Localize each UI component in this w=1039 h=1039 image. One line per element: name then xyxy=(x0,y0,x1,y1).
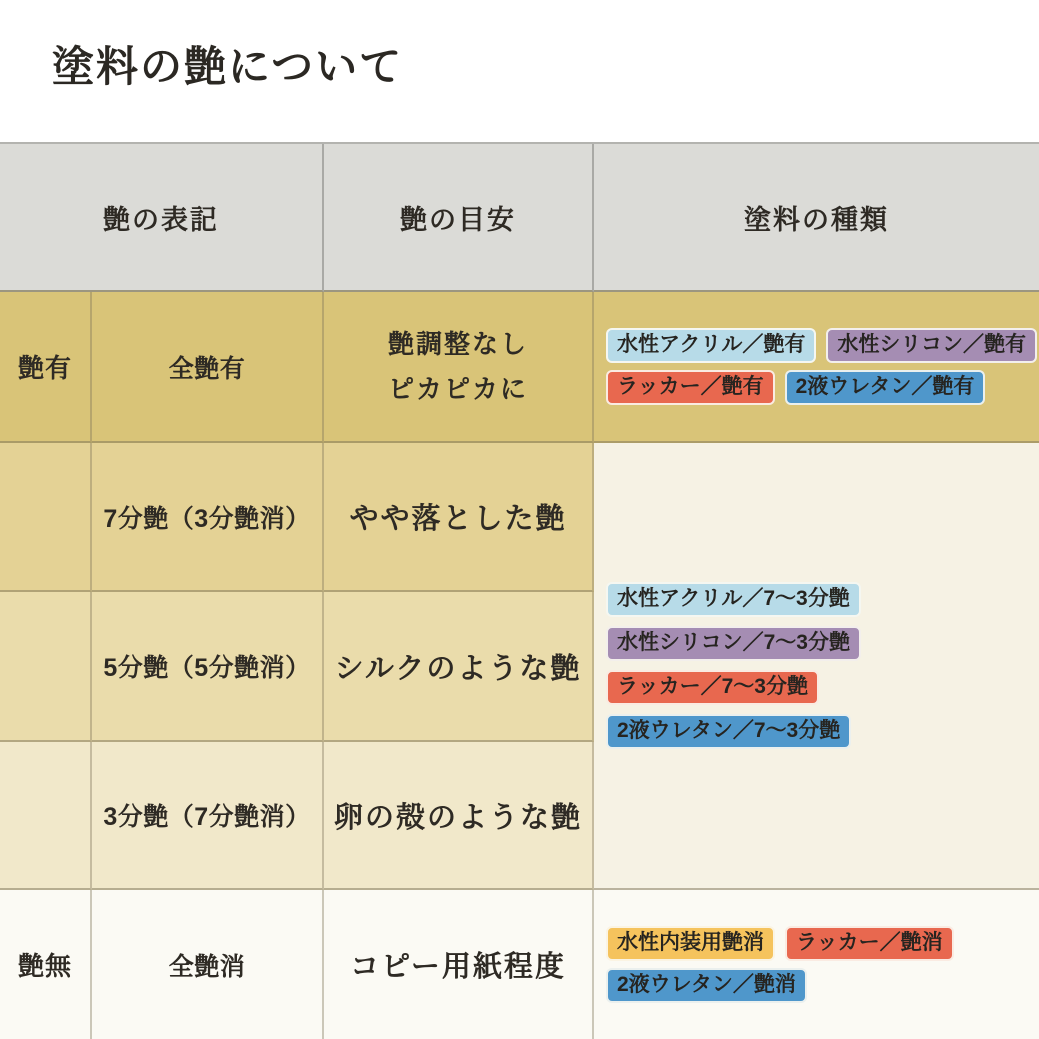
paint-chip-red: ラッカー／7〜3分艶 xyxy=(606,670,819,705)
chip-line xyxy=(606,968,807,1003)
cell-notation-gloss5: 5分艶（5分艶消） xyxy=(92,592,324,742)
cell-notation-gloss7: 7分艶（3分艶消） xyxy=(92,443,324,592)
paint-chip-purple: 水性シリコン／7〜3分艶 xyxy=(606,626,861,661)
cell-paints-full-gloss xyxy=(594,292,1039,443)
cell-guide-matte: コピー用紙程度 xyxy=(324,890,594,1039)
cell-group-matte: 艶無 xyxy=(0,890,92,1039)
header-paint-types: 塗料の種類 xyxy=(594,144,1039,292)
paint-chip-red: ラッカー／艶有 xyxy=(606,370,775,405)
cell-guide-gloss7: やや落とした艶 xyxy=(324,443,594,592)
cell-notation-full-gloss: 全艶有 xyxy=(92,292,324,443)
cell-group-full-gloss: 艶有 xyxy=(0,292,92,443)
paint-chip-yellow: 水性内装用艶消 xyxy=(606,926,775,961)
cell-paints-partial-gloss xyxy=(594,443,1039,890)
paint-chip-aqua: 水性アクリル／艶有 xyxy=(606,328,816,363)
cell-paints-matte xyxy=(594,890,1039,1039)
cell-guide-full-gloss xyxy=(324,292,594,443)
paint-chip-blue: 2液ウレタン／艶有 xyxy=(785,370,986,405)
paint-chip-blue: 2液ウレタン／7〜3分艶 xyxy=(606,714,851,749)
paint-chip-red: ラッカー／艶消 xyxy=(785,926,954,961)
title-band xyxy=(0,0,1039,142)
gloss-table xyxy=(0,142,1039,1039)
cell-group-spacer-7 xyxy=(0,443,92,592)
cell-group-spacer-5 xyxy=(0,592,92,742)
guide-line-2: ピカピカに xyxy=(387,373,528,404)
paint-chip-aqua: 水性アクリル／7〜3分艶 xyxy=(606,582,861,617)
chip-line xyxy=(606,926,954,961)
cell-guide-gloss5: シルクのような艶 xyxy=(324,592,594,742)
header-gloss-guide: 艶の目安 xyxy=(324,144,594,292)
chip-line xyxy=(606,370,985,405)
chip-stack xyxy=(606,582,861,750)
chip-line xyxy=(606,328,1037,363)
page-title: 塗料の艶について xyxy=(52,43,404,90)
header-gloss-notation: 艶の表記 xyxy=(0,144,324,292)
cell-guide-gloss3: 卵の殻のような艶 xyxy=(324,742,594,890)
paint-chip-blue: 2液ウレタン／艶消 xyxy=(606,968,807,1003)
cell-notation-matte: 全艶消 xyxy=(92,890,324,1039)
guide-line-1: 艶調整なし xyxy=(387,328,528,359)
paint-chip-purple: 水性シリコン／艶有 xyxy=(826,328,1037,363)
cell-notation-gloss3: 3分艶（7分艶消） xyxy=(92,742,324,890)
cell-group-spacer-3 xyxy=(0,742,92,890)
